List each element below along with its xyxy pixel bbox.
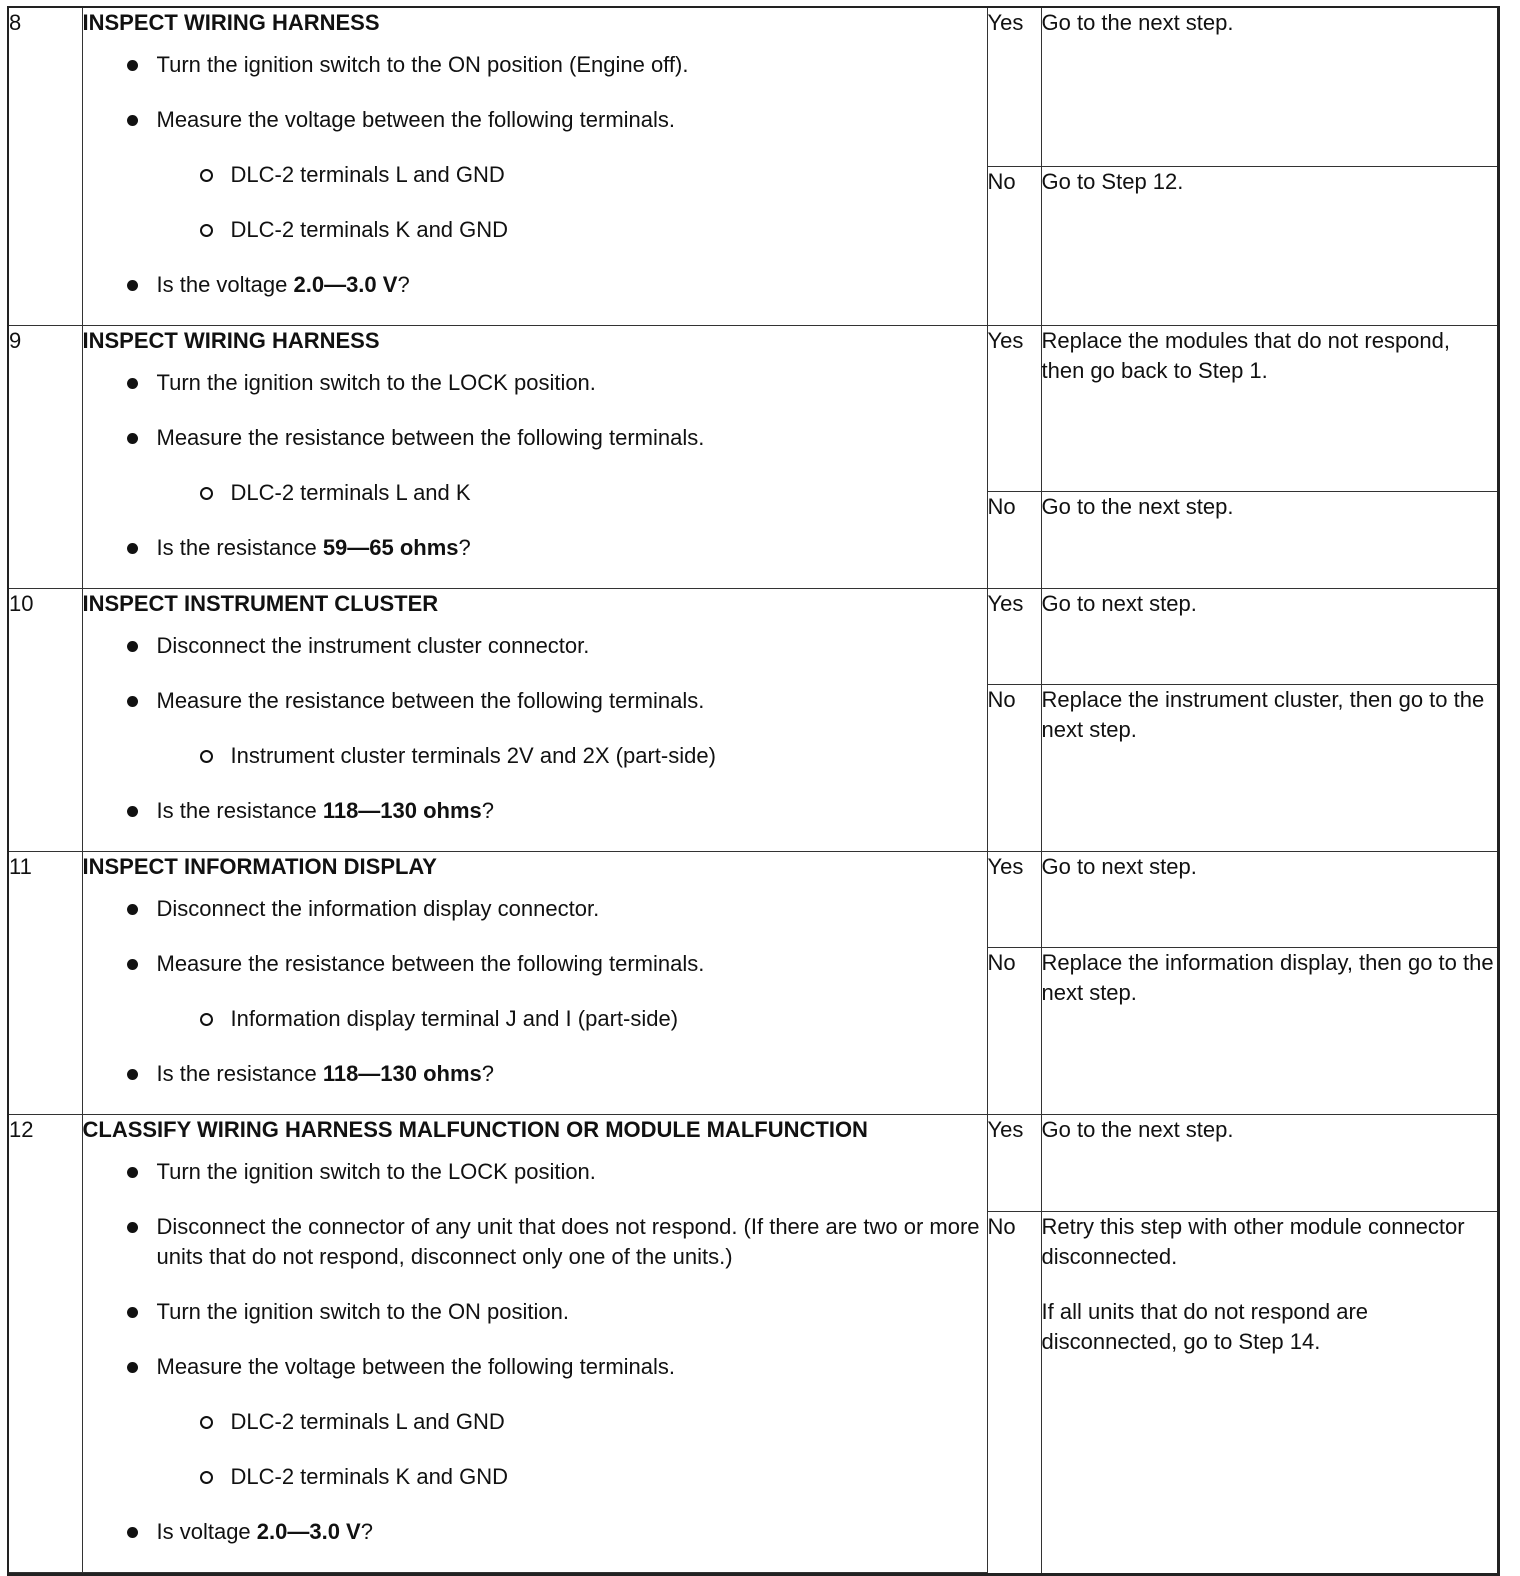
bullet-item [83, 1517, 987, 1547]
result-label-yes: Yes [987, 589, 1041, 685]
result-action-yes [1041, 1115, 1497, 1212]
sub-bullet-item [83, 741, 987, 771]
step-title: INSPECT INSTRUMENT CLUSTER [82, 591, 439, 616]
result-label-no: No [987, 166, 1041, 325]
step-items [83, 1157, 987, 1547]
result-action-yes [1041, 326, 1497, 492]
step-items [83, 894, 987, 1089]
result-label-yes: Yes [987, 8, 1041, 166]
step-row-11-yes [9, 852, 1497, 948]
spec-value: 118—130 ohms [322, 1061, 482, 1086]
item-text: Is the resistance [156, 535, 323, 560]
result-action-no [1041, 166, 1497, 325]
item-suffix: ? [397, 272, 410, 297]
step-title: INSPECT WIRING HARNESS [82, 328, 380, 353]
bullet-item [83, 1157, 987, 1187]
result-label-yes: Yes [987, 852, 1041, 948]
step-title: CLASSIFY WIRING HARNESS MALFUNCTION OR MODULE MALFUNCTION [82, 1117, 868, 1142]
result-text: Retry this step with other module connector disconnected. [1041, 1213, 1465, 1269]
item-text: Measure the resistance between the following terminals. [156, 951, 705, 976]
bullet-item [83, 50, 987, 80]
bullet-item [83, 1297, 987, 1327]
item-text: Turn the ignition switch to the ON position (Engine off). [156, 52, 689, 77]
item-text: Is the resistance [156, 798, 323, 823]
result-action-yes [1041, 852, 1497, 948]
bullet-item [83, 533, 987, 563]
result-text: Replace the instrument cluster, then go to the next step. [1041, 687, 1485, 743]
item-text: Instrument cluster terminals 2V and 2X (part-side) [230, 743, 716, 768]
sub-bullet-item [83, 160, 987, 190]
result-action-yes [1041, 8, 1497, 166]
result-text: Go to Step 12. [1041, 168, 1184, 194]
bullet-item [83, 631, 987, 661]
spec-value: 2.0—3.0 V [256, 1519, 361, 1544]
item-text: Measure the resistance between the following terminals. [156, 688, 705, 713]
step-title: INSPECT INFORMATION DISPLAY [82, 854, 437, 879]
step-action [82, 326, 987, 589]
bullet-item [83, 1212, 987, 1272]
step-row-8-yes [9, 8, 1497, 166]
result-action-yes [1041, 589, 1497, 685]
item-text: DLC-2 terminals L and GND [230, 1409, 505, 1434]
bullet-item [83, 368, 987, 398]
item-text: DLC-2 terminals K and GND [230, 217, 509, 242]
step-row-9-yes [9, 326, 1497, 492]
bullet-item [83, 686, 987, 716]
item-suffix: ? [458, 535, 471, 560]
step-action [82, 852, 987, 1115]
result-text: If all units that do not respond are disconnected, go to Step 14. [1041, 1298, 1369, 1354]
bullet-item [83, 796, 987, 826]
result-label-yes: Yes [987, 326, 1041, 492]
result-action-no [1041, 685, 1497, 852]
result-action-no [1041, 492, 1497, 589]
item-text: Is the voltage [156, 272, 294, 297]
item-text: Disconnect the connector of any unit that does not respond. (If there are two or more units that do not respond, disconnect only one of the units.) [156, 1214, 980, 1269]
spec-value: 2.0—3.0 V [293, 272, 398, 297]
item-text: DLC-2 terminals K and GND [230, 1464, 509, 1489]
result-text: Go to next step. [1041, 854, 1197, 879]
step-items [83, 631, 987, 826]
spec-value: 59—65 ohms [322, 535, 459, 560]
step-action [82, 1115, 987, 1573]
bullet-item [83, 423, 987, 453]
item-text: DLC-2 terminals L and GND [230, 162, 505, 187]
bullet-item [83, 105, 987, 135]
result-text: Go to the next step. [1041, 494, 1234, 519]
step-action [82, 8, 987, 326]
result-label-yes: Yes [987, 1115, 1041, 1212]
item-text: Is voltage [156, 1519, 257, 1544]
result-text: Go to the next step. [1041, 10, 1234, 35]
diagnostic-procedure-table [9, 8, 1497, 1573]
step-title: INSPECT WIRING HARNESS [82, 10, 380, 35]
step-number: 10 [9, 589, 82, 852]
step-number: 11 [9, 852, 82, 1115]
item-text: Turn the ignition switch to the LOCK position. [156, 1159, 596, 1184]
bullet-item [83, 1059, 987, 1089]
step-items [83, 50, 987, 300]
item-suffix: ? [481, 1061, 495, 1086]
bullet-item [83, 894, 987, 924]
item-text: Disconnect the information display connector. [156, 896, 600, 921]
step-number: 12 [9, 1115, 82, 1573]
bullet-item [83, 949, 987, 979]
result-text: Replace the information display, then go to the next step. [1041, 950, 1494, 1006]
result-label-no: No [987, 685, 1041, 852]
step-number: 9 [9, 326, 82, 589]
item-text: DLC-2 terminals L and K [230, 480, 471, 505]
sub-bullet-item [83, 1407, 987, 1437]
procedure-sheet [7, 6, 1500, 1576]
step-number: 8 [9, 8, 82, 326]
step-row-10-yes [9, 589, 1497, 685]
result-label-no: No [987, 948, 1041, 1115]
result-text: Replace the modules that do not respond, then go back to Step 1. [1041, 328, 1450, 383]
result-text: Go to next step. [1041, 591, 1197, 616]
bullet-item [83, 270, 987, 300]
result-action-no [1041, 1211, 1497, 1572]
item-text: Is the resistance [156, 1061, 323, 1086]
sub-bullet-item [83, 1462, 987, 1492]
item-text: Information display terminal J and I (part-side) [230, 1006, 679, 1031]
item-text: Turn the ignition switch to the ON position. [156, 1299, 569, 1324]
item-text: Turn the ignition switch to the LOCK position. [156, 370, 596, 395]
bullet-item [83, 1352, 987, 1382]
result-label-no: No [987, 492, 1041, 589]
spec-value: 118—130 ohms [322, 798, 482, 823]
result-text: Go to the next step. [1041, 1117, 1234, 1142]
sub-bullet-item [83, 1004, 987, 1034]
step-row-12-yes [9, 1115, 1497, 1212]
item-text: Measure the voltage between the following terminals. [156, 1354, 676, 1379]
item-suffix: ? [481, 798, 495, 823]
item-suffix: ? [360, 1519, 373, 1544]
item-text: Measure the voltage between the following terminals. [156, 107, 676, 132]
step-action [82, 589, 987, 852]
item-text: Measure the resistance between the following terminals. [156, 425, 705, 450]
item-text: Disconnect the instrument cluster connector. [156, 633, 590, 658]
sub-bullet-item [83, 478, 987, 508]
sub-bullet-item [83, 215, 987, 245]
result-label-no: No [987, 1211, 1041, 1572]
step-items [83, 368, 987, 563]
result-action-no [1041, 948, 1497, 1115]
